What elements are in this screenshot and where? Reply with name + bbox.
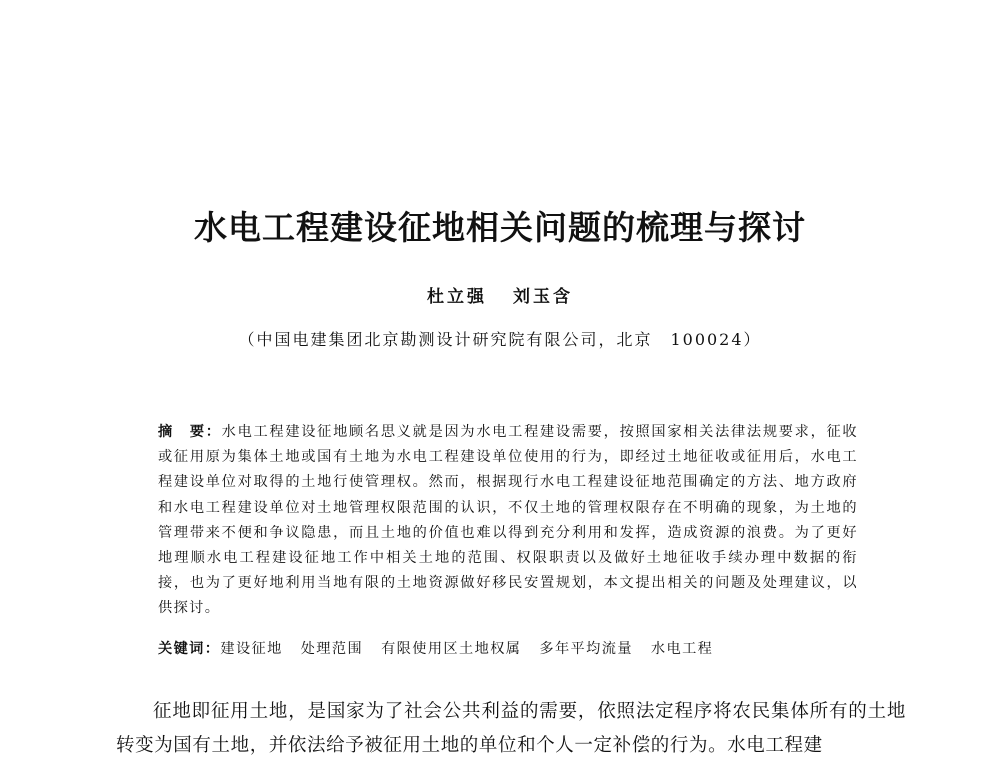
keyword: 处理范围 bbox=[300, 641, 364, 657]
author-affiliation: （中国电建集团北京勘测设计研究院有限公司，北京 100024） bbox=[238, 330, 762, 349]
keywords-label: 关键词： bbox=[158, 641, 221, 657]
author-line bbox=[0, 284, 1000, 310]
abstract-label: 摘 要： bbox=[158, 424, 222, 440]
keywords bbox=[158, 637, 858, 662]
author-name: 刘玉含 bbox=[513, 287, 573, 307]
author-name: 杜立强 bbox=[427, 287, 487, 307]
body-paragraph: 征地即征用土地，是国家为了社会公共利益的需要，依照法定程序将农民集体所有的土地转变为国有土地，并依法给予被征用土地的单位和个人一定补偿的行为。水电工程建 bbox=[116, 701, 906, 756]
keyword: 多年平均流量 bbox=[539, 641, 633, 657]
abstract-text: 水电工程建设征地顾名思义就是因为水电工程建设需要，按照国家相关法律法规要求，征收或征用原为集体土地或国有土地为水电工程建设单位使用的行为，即经过土地征收或征用后，水电工程建设单位对取得的土地行使管理权。然而，根据现行水电工程建设征地范围确定的方法、地方政府和水电工程建设单位对土地管理权限范围的认识，不仅土地的管理权限存在不明确的现象，为土地的管理带来不便和争议隐患，而且土地的价值也难以得到充分利用和发挥，造成资源的浪费。为了更好地理顺水电工程建设征地工作中相关土地的范围、权限职责以及做好土地征收手续办理中数据的衔接，也为了更好地利用当地有限的土地资源做好移民安置规划，本文提出相关的问题及处理建议，以供探讨。 bbox=[158, 424, 858, 617]
paper-title: 水电工程建设征地相关问题的梳理与探讨 bbox=[194, 208, 806, 247]
keyword: 水电工程 bbox=[650, 641, 714, 657]
abstract bbox=[158, 420, 858, 622]
keyword: 建设征地 bbox=[220, 641, 283, 657]
keyword: 有限使用区土地权属 bbox=[381, 641, 522, 657]
